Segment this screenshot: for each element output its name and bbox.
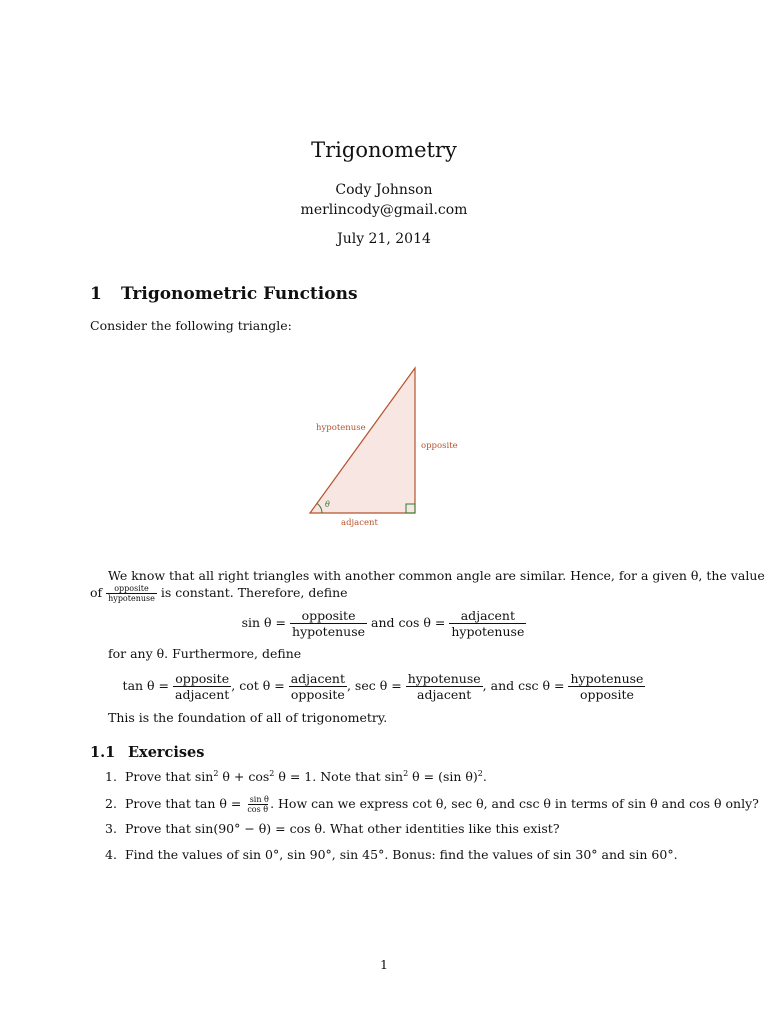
exercise-number: 1. bbox=[105, 769, 117, 785]
equation-term: , and csc θ = bbox=[482, 678, 565, 693]
section-heading bbox=[90, 284, 358, 304]
equation-term: and bbox=[371, 615, 395, 630]
superscript: 2 bbox=[269, 769, 275, 778]
intro-paragraph: Consider the following triangle: bbox=[90, 318, 292, 333]
triangle-shape bbox=[310, 368, 415, 513]
subsection-title: Exercises bbox=[128, 744, 205, 761]
fraction bbox=[449, 608, 526, 639]
subsection-heading bbox=[90, 744, 204, 761]
text-span: Prove that sin(90° − θ) = cos θ. What other identities like this exist? bbox=[124, 821, 560, 836]
equation-term: , cot θ = bbox=[231, 678, 285, 693]
exercise-item bbox=[105, 769, 487, 784]
inline-fraction bbox=[245, 795, 270, 814]
fraction-numerator: sin θ bbox=[249, 795, 269, 804]
text-span: Find the values of sin 0°, sin 90°, sin 45°. Bonus: find the values of sin 30° and sin 60°. bbox=[124, 847, 678, 862]
text-span: θ = 1. Note that sin bbox=[274, 769, 404, 785]
fraction-numerator: opposite bbox=[290, 608, 367, 624]
page-number: 1 bbox=[380, 957, 388, 972]
equation-sin-cos bbox=[0, 608, 768, 639]
fraction bbox=[290, 608, 367, 639]
fraction-denominator: hypotenuse bbox=[292, 624, 366, 639]
fraction-denominator: opposite bbox=[290, 687, 345, 702]
triangle-figure bbox=[300, 360, 480, 530]
fraction-denominator: adjacent bbox=[175, 687, 230, 702]
fraction-denominator: cos θ bbox=[247, 805, 269, 814]
paragraph-line: This is the foundation of all of trigonometry. bbox=[108, 710, 388, 725]
fraction-numerator: hypotenuse bbox=[407, 671, 481, 686]
exercise-number: 3. bbox=[105, 821, 117, 836]
fraction-numerator: adjacent bbox=[290, 671, 345, 686]
fraction bbox=[173, 671, 231, 702]
paragraph-line: for any θ. Furthermore, define bbox=[108, 646, 302, 661]
text-span: of bbox=[90, 585, 103, 600]
equation-tan-cot-sec-csc bbox=[0, 671, 768, 702]
exercise-item bbox=[105, 795, 759, 814]
section-number: 1 bbox=[90, 284, 102, 304]
fraction-numerator: adjacent bbox=[449, 608, 526, 624]
text-span: Prove that tan θ = bbox=[124, 796, 242, 811]
exercise-number: 2. bbox=[105, 796, 117, 811]
superscript: 2 bbox=[213, 769, 219, 778]
angle-label: θ bbox=[325, 500, 330, 509]
author-name: Cody Johnson bbox=[335, 182, 433, 198]
paper-date: July 21, 2014 bbox=[337, 231, 431, 247]
hypotenuse-label: hypotenuse bbox=[316, 423, 366, 433]
equation-term: cos θ = bbox=[398, 615, 446, 630]
fraction-denominator: hypotenuse bbox=[108, 594, 155, 603]
fraction bbox=[568, 671, 645, 702]
text-span: is constant. Therefore, define bbox=[160, 585, 348, 600]
exercise-item bbox=[105, 821, 560, 836]
text-span: Prove that sin bbox=[124, 769, 214, 785]
text-span: . bbox=[482, 769, 487, 785]
fraction-numerator: opposite bbox=[106, 584, 157, 594]
subsection-number: 1.1 bbox=[90, 744, 116, 761]
exercise-number: 4. bbox=[105, 847, 117, 862]
superscript: 2 bbox=[477, 769, 483, 778]
paragraph-line: We know that all right triangles with another common angle are similar. Hence, for a given θ, the value bbox=[108, 568, 765, 583]
fraction-denominator: hypotenuse bbox=[451, 624, 525, 639]
section-title: Trigonometric Functions bbox=[121, 284, 358, 304]
fraction-numerator: opposite bbox=[173, 671, 231, 687]
inline-fraction bbox=[106, 584, 157, 603]
equation-term: tan θ = bbox=[122, 678, 170, 693]
superscript: 2 bbox=[403, 769, 409, 778]
paper-title: Trigonometry bbox=[311, 138, 457, 162]
fraction-numerator: hypotenuse bbox=[570, 671, 644, 686]
exercise-item bbox=[105, 847, 678, 862]
fraction bbox=[406, 671, 483, 702]
fraction-denominator: adjacent bbox=[417, 687, 472, 702]
author-email: merlincody@gmail.com bbox=[300, 202, 468, 218]
equation-term: , sec θ = bbox=[346, 678, 402, 693]
fraction-denominator: opposite bbox=[580, 687, 634, 702]
text-span: . How can we express cot θ, sec θ, and csc θ in terms of sin θ and cos θ only? bbox=[270, 796, 759, 811]
opposite-label: opposite bbox=[421, 441, 458, 451]
equation-term: sin θ = bbox=[241, 615, 287, 630]
fraction bbox=[289, 671, 347, 702]
paragraph-line bbox=[90, 584, 348, 603]
text-span: θ + cos bbox=[218, 769, 270, 785]
text-span: θ = (sin θ) bbox=[408, 769, 478, 785]
adjacent-label: adjacent bbox=[341, 518, 378, 528]
